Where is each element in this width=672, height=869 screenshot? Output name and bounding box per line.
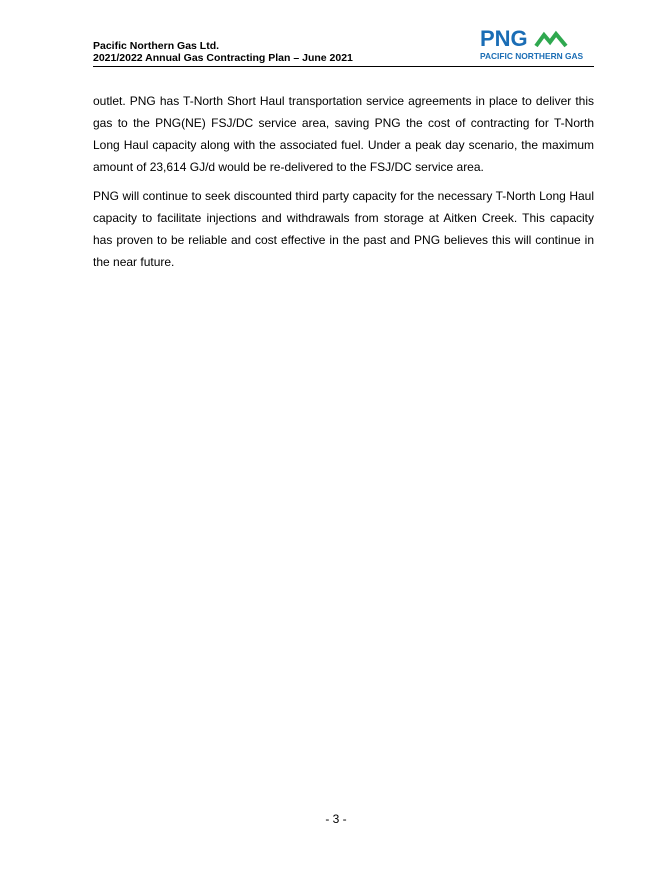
mountain-icon: [536, 34, 566, 46]
document-title: 2021/2022 Annual Gas Contracting Plan – June 2021: [93, 52, 353, 64]
logo-subtext: PACIFIC NORTHERN GAS: [480, 51, 584, 61]
page-header: [93, 26, 594, 67]
paragraph: outlet. PNG has T-North Short Haul transportation service agreements in place to deliver this gas to the PNG(NE) FSJ/DC service area, saving PNG the cost of contracting for T-North Long Haul capacity along with the associated fuel. Under a peak day scenario, the maximum amount of 23,614 GJ/d would be re-delivered to the FSJ/DC service area.: [93, 94, 594, 174]
body-text: [93, 90, 594, 280]
logo-text: PNG: [480, 26, 528, 51]
header-text: [93, 40, 353, 64]
png-logo: [480, 26, 592, 64]
paragraph: PNG will continue to seek discounted third party capacity for the necessary T-North Long Haul capacity to facilitate injections and withdrawals from storage at Aitken Creek. This capacity has proven to be reliable and cost effective in the past and PNG believes this will continue in the near future.: [93, 189, 594, 269]
company-name: Pacific Northern Gas Ltd.: [93, 40, 220, 52]
page-number: - 3 -: [325, 812, 347, 826]
